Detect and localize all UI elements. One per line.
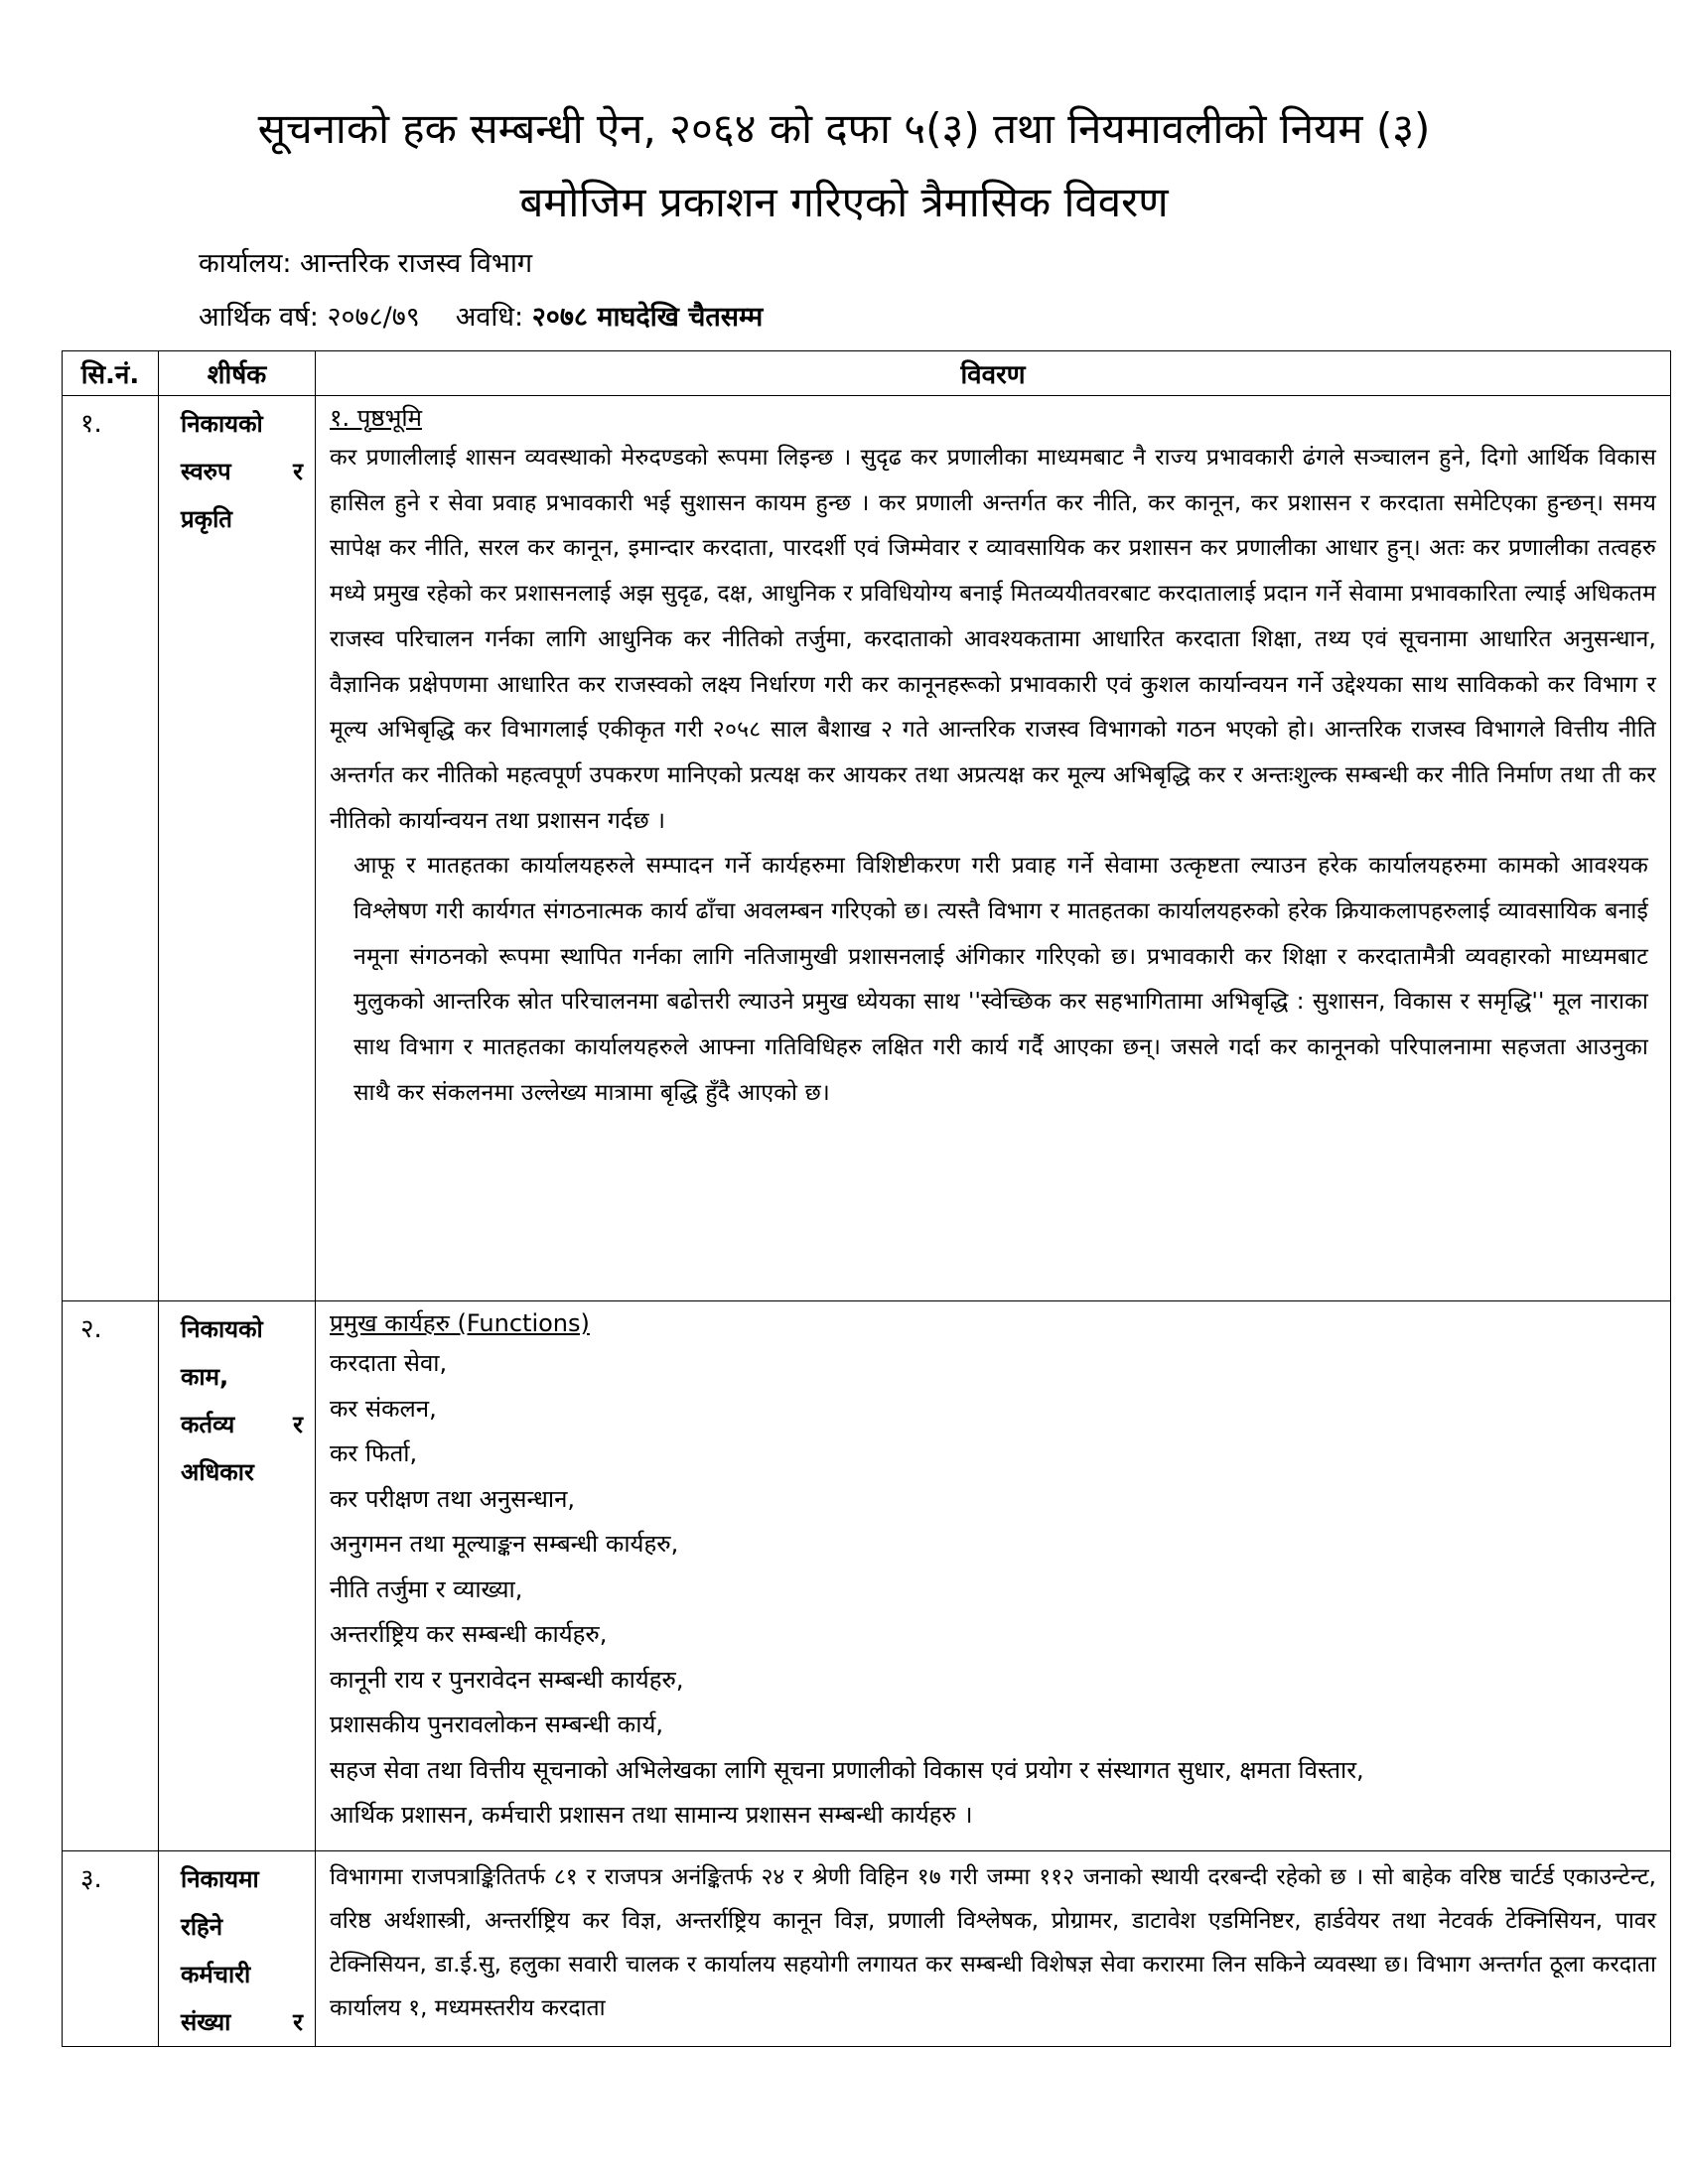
row-serial: १. [63, 396, 159, 1301]
period-value: २०७८ माघदेखि चैतसम्म [531, 302, 764, 333]
paragraph: विभागमा राजपत्राङ्कितितर्फ ८१ र राजपत्र अनंङ्कितर्फ २४ र श्रेणी विहिन १७ गरी जम्मा ११२ जनाको स्थायी दरबन्दी रहेको छ । सो बाहेक वरिष्ठ चार्टर्ड एकाउन्टेन्ट, वरिष्ठ अर्थशास्त्री, अन्तर्राष्ट्रिय कर विज्ञ, अन्तर्राष्ट्रिय कानून विज्ञ, प्रणाली विश्लेषक, प्रोग्रामर, डाटावेश एडमिनिष्टर, हार्डवेयर तथा नेटवर्क टेक्निसियन, पावर टेक्निसियन, डा.ई.सु, हलुका सवारी चालक र कार्यालय सहयोगी लगायत कर सम्बन्धी विशेषज्ञ सेवा करारमा लिन सकिने व्यवस्था छ। विभाग अन्तर्गत ठूला करदाता कार्यालय १, मध्यमस्तरीय करदाता [330, 1864, 1656, 2021]
title-line: स्वरुप र [181, 458, 303, 485]
title-line: निकायको [181, 410, 263, 438]
row-title [159, 1851, 316, 2047]
row-details [316, 396, 1671, 1301]
subheading: प्रमुख कार्यहरु (Functions) [330, 1309, 590, 1337]
list-item: कर परीक्षण तथा अनुसन्धान, [330, 1484, 576, 1513]
details-table [62, 350, 1671, 2047]
list-item: कर फिर्ता, [330, 1439, 418, 1467]
title-line: कर्मचारी [181, 1961, 251, 1988]
document-title-line-1: सूचनाको हक सम्बन्धी ऐन, २०६४ को दफा ५(३) तथा नियमावलीको नियम (३) [257, 104, 1431, 153]
table-header-row [63, 351, 1671, 396]
row-serial: ३. [63, 1851, 159, 2047]
list-item: अन्तर्राष्ट्रिय कर सम्बन्धी कार्यहरु, [330, 1620, 608, 1648]
list-item: कानूनी राय र पुनरावेदन सम्बन्धी कार्यहरु, [330, 1665, 684, 1694]
title-line: काम, [181, 1363, 229, 1391]
document-title-line-2: बमोजिम प्रकाशन गरिएको त्रैमासिक विवरण [519, 178, 1169, 226]
list-item: सहज सेवा तथा वित्तीय सूचनाको अभिलेखका लागि सूचना प्रणालीको विकास एवं प्रयोग र संस्थागत सुधार, क्षमता विस्तार, [330, 1755, 1364, 1784]
row-details [316, 1851, 1671, 2047]
title-line: निकायमा [181, 1865, 259, 1893]
row-details [316, 1301, 1671, 1851]
header-details: विवरण [316, 351, 1671, 396]
list-item: नीति तर्जुमा र व्याख्या, [330, 1574, 523, 1603]
functions-list [330, 1341, 1656, 1839]
table-row [63, 396, 1671, 1301]
list-item: आर्थिक प्रशासन, कर्मचारी प्रशासन तथा सामान्य प्रशासन सम्बन्धी कार्यहरु । [330, 1801, 973, 1829]
table-row [63, 1851, 1671, 2047]
list-item: करदाता सेवा, [330, 1349, 448, 1377]
title-line: संख्या र [181, 2008, 303, 2036]
fiscal-year: आर्थिक वर्ष: २०७८/७९ [199, 302, 420, 333]
row-serial: २. [63, 1301, 159, 1851]
period-label: अवधि: [455, 302, 524, 333]
row-title [159, 396, 316, 1301]
paragraph: कर प्रणालीलाई शासन व्यवस्थाको मेरुदण्डको रूपमा लिइन्छ । सुदृढ कर प्रणालीका माध्यमबाट नै राज्य प्रभावकारी ढंगले सञ्चालन हुने, दिगो आर्थिक विकास हासिल हुने र सेवा प्रवाह प्रभावकारी भई सुशासन कायम हुन्छ । कर प्रणाली अन्तर्गत कर नीति, कर कानून, कर प्रशासन र करदाता समेटिएका हुन्छन्। समय सापेक्ष कर नीति, सरल कर कानून, इमान्दार करदाता, पारदर्शी एवं जिम्मेवार र व्यावसायिक कर प्रशासन कर प्रणालीका आधार हुन्। अतः कर प्रणालीका तत्वहरु मध्ये प्रमुख रहेको कर प्रशासनलाई अझ सुदृढ, दक्ष, आधुनिक र प्रविधियोग्य बनाई मितव्ययीतवरबाट करदातालाई प्रदान गर्ने सेवामा प्रभावकारिता ल्याई अधिकतम राजस्व परिचालन गर्नका लागि आधुनिक कर नीतिको तर्जुमा, करदाताको आवश्यकतामा आधारित करदाता शिक्षा, तथ्य एवं सूचनामा आधारित अनुसन्धान, वैज्ञानिक प्रक्षेपणमा आधारित कर राजस्वको लक्ष्य निर्धारण गरी कर कानूनहरूको प्रभावकारी एवं कुशल कार्यान्वयन गर्ने उद्देश्यका साथ साविकको कर विभाग र मूल्य अभिबृद्धि कर विभागलाई एकीकृत गरी २०५८ साल बैशाख २ गते आन्तरिक राजस्व विभागको गठन भएको हो। आन्तरिक राजस्व विभागले वित्तीय नीति अन्तर्गत कर नीतिको महत्वपूर्ण उपकरण मानिएको प्रत्यक्ष कर आयकर तथा अप्रत्यक्ष कर मूल्य अभिबृद्धि कर र अन्तःशुल्क सम्बन्धी कर नीति निर्माण तथा ती कर नीतिको कार्यान्वयन तथा प्रशासन गर्दछ । [330, 445, 1656, 834]
office-line: कार्यालय: आन्तरिक राजस्व विभाग [199, 248, 533, 279]
row-title [159, 1301, 316, 1851]
subheading: १. पृष्ठभूमि [330, 404, 422, 432]
list-item: प्रशासकीय पुनरावलोकन सम्बन्धी कार्य, [330, 1710, 663, 1738]
table-row [63, 1301, 1671, 1851]
list-item: अनुगमन तथा मूल्याङ्कन सम्बन्धी कार्यहरु, [330, 1530, 679, 1558]
fiscal-period-line [199, 300, 763, 336]
title-line: अधिकार [181, 1458, 254, 1486]
paragraph: आफू र मातहतका कार्यालयहरुले सम्पादन गर्ने कार्यहरुमा विशिष्टीकरण गरी प्रवाह गर्ने सेवामा उत्कृष्टता ल्याउन हरेक कार्यालयहरुमा कामको आवश्यक विश्लेषण गरी कार्यगत संगठनात्मक कार्य ढाँचा अवलम्बन गरिएको छ। त्यस्तै विभाग र मातहतका कार्यालयहरुको हरेक क्रियाकलापहरुलाई व्यावसायिक बनाई नमूना संगठनको रूपमा स्थापित गर्नका लागि नतिजामुखी प्रशासनलाई अंगिकार गरिएको छ। प्रभावकारी कर शिक्षा र करदातामैत्री व्यवहारको माध्यमबाट मुलुकको आन्तरिक स्रोत परिचालनमा बढोत्तरी ल्याउने प्रमुख ध्येयका साथ ''स्वेच्छिक कर सहभागितामा अभिबृद्धि : सुशासन, विकास र समृद्धि'' मूल नाराका साथ विभाग र मातहतका कार्यालयहरुले आफ्ना गतिविधिहरु लक्षित गरी कार्य गर्दै आएका छन्। जसले गर्दा कर कानूनको परिपालनामा सहजता आउनुका साथै कर संकलनमा उल्लेख्य मात्रामा बृद्धि हुँदै आएको छ। [353, 853, 1648, 1106]
title-line: कर्तव्य र [181, 1411, 303, 1438]
title-line: निकायको [181, 1315, 263, 1343]
header-serial: सि.नं. [63, 351, 159, 396]
title-line: रहिने [181, 1913, 223, 1941]
title-line: प्रकृति [181, 505, 232, 533]
header-title: शीर्षक [159, 351, 316, 396]
list-item: कर संकलन, [330, 1394, 437, 1423]
